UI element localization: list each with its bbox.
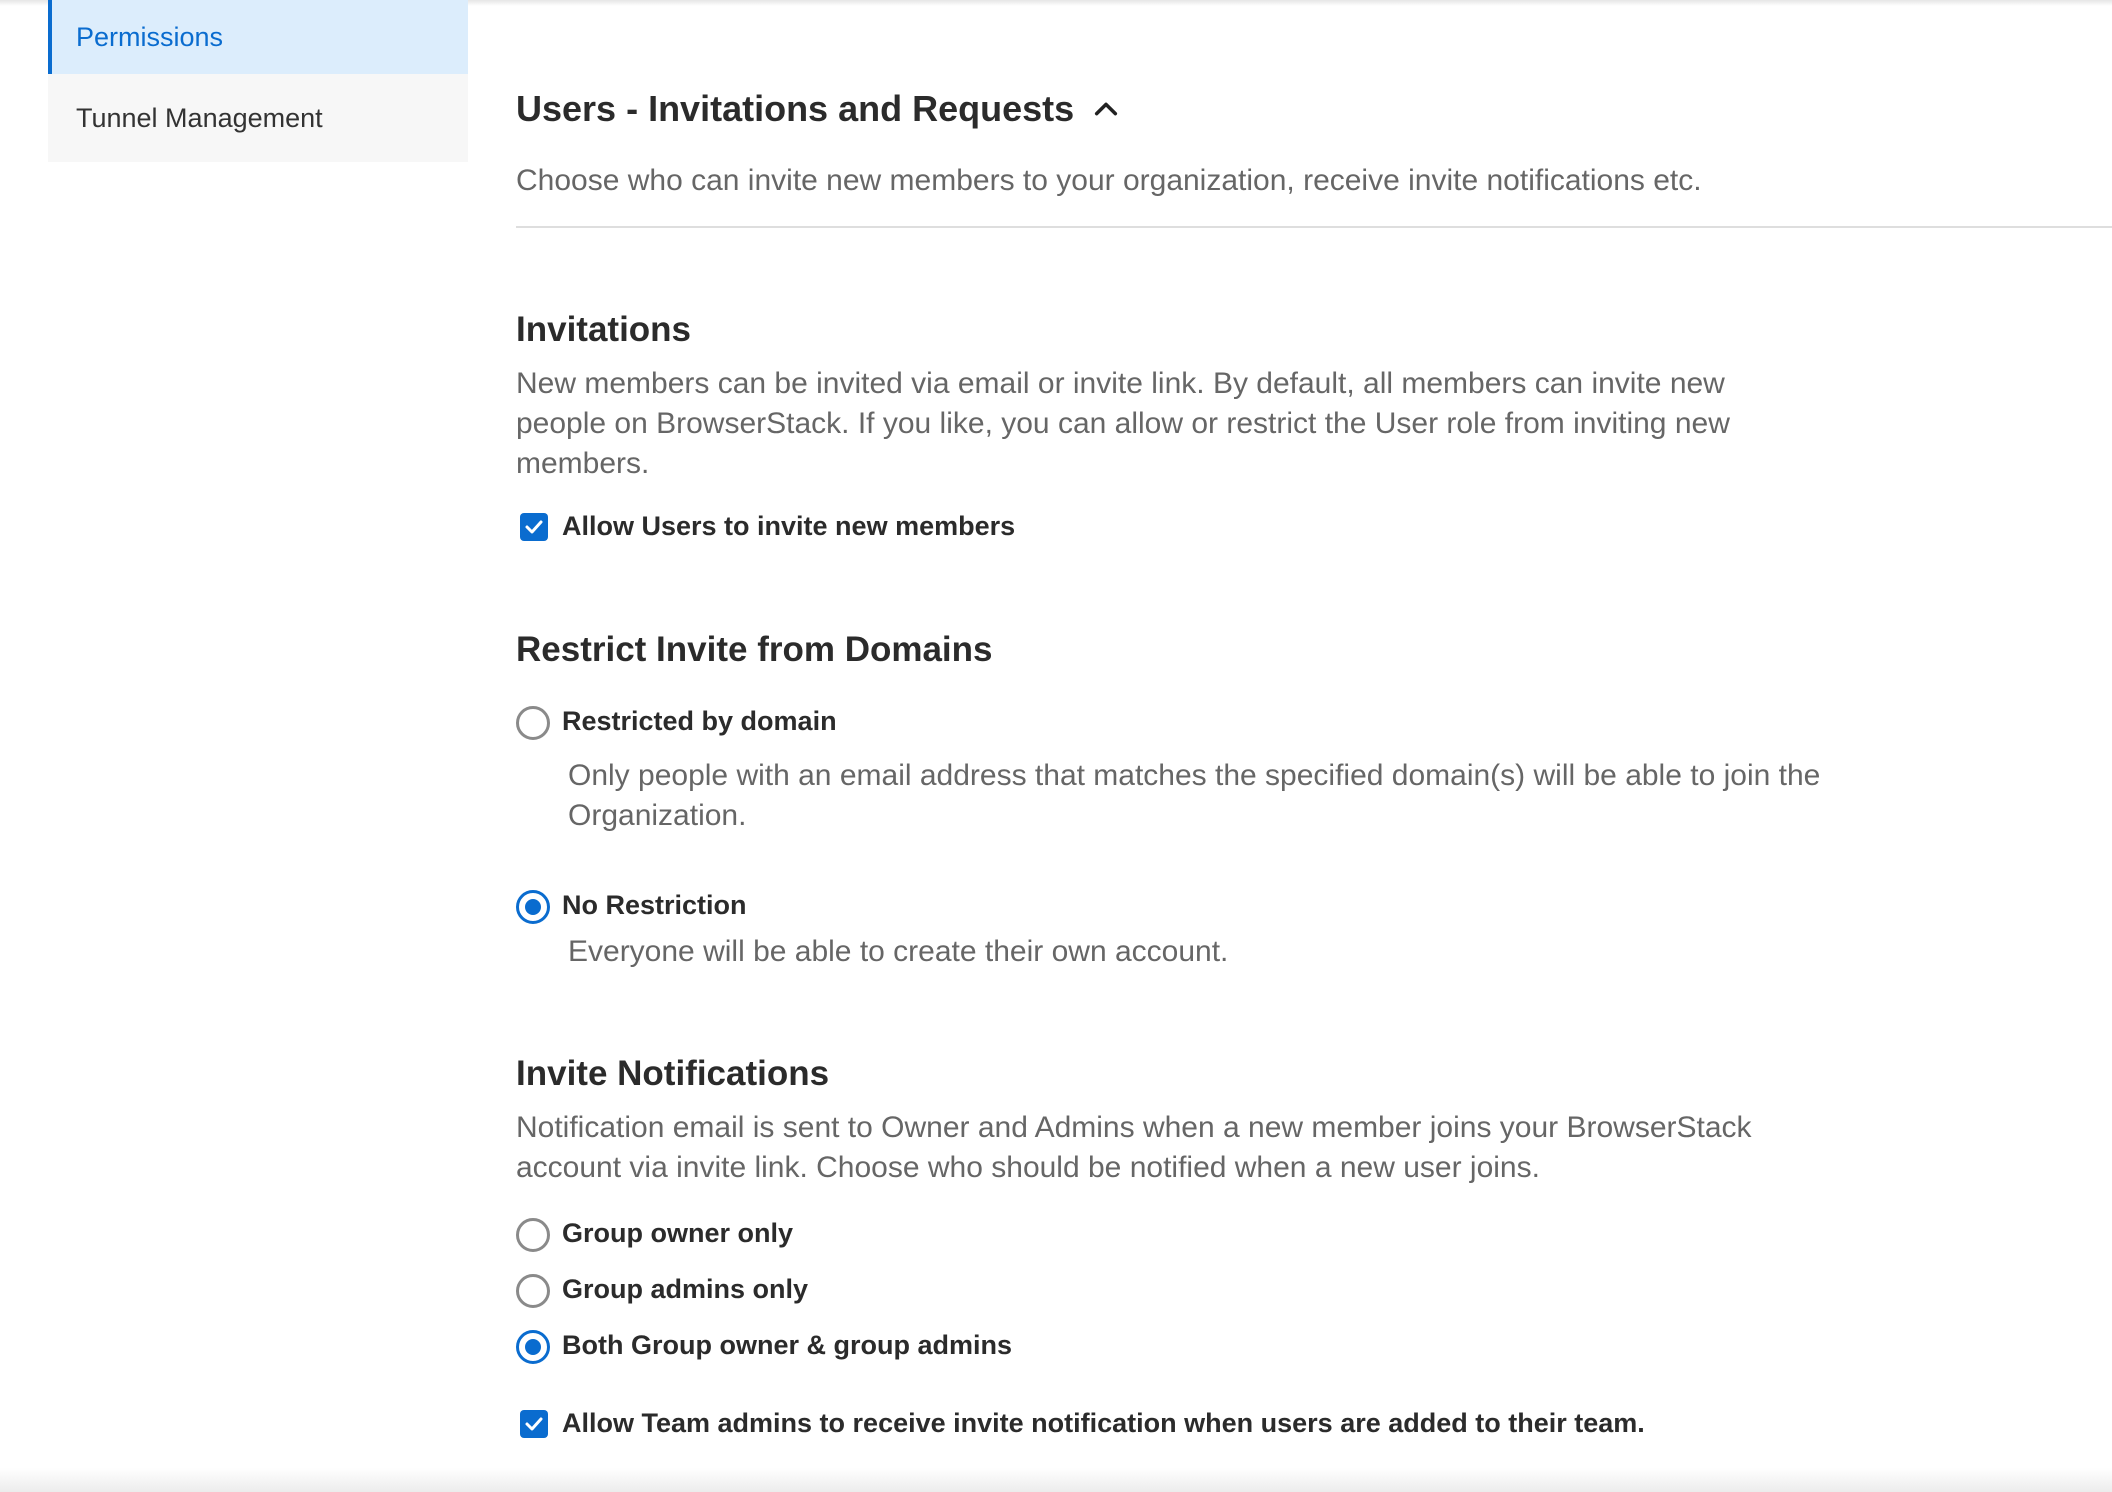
checkbox-checked-icon[interactable] xyxy=(520,1410,548,1438)
section-header-toggle[interactable] xyxy=(516,88,1120,130)
radio-label: Restricted by domain xyxy=(562,705,837,736)
divider xyxy=(516,226,2112,228)
allow-users-invite-checkbox[interactable] xyxy=(516,511,1015,542)
settings-sidebar xyxy=(48,0,468,162)
checkbox-label: Allow Team admins to receive invite notification when users are added to their team. xyxy=(562,1408,1645,1438)
radio-label: No Restriction xyxy=(562,889,747,920)
invite-notifications-heading: Invite Notifications xyxy=(516,1054,830,1093)
checkbox-checked-icon[interactable] xyxy=(520,513,548,541)
restrict-domains-heading: Restrict Invite from Domains xyxy=(516,630,993,669)
radio-group-admins-only[interactable] xyxy=(516,1270,808,1308)
radio-label: Group owner only xyxy=(562,1217,794,1248)
chevron-up-icon[interactable] xyxy=(1092,95,1120,123)
section-title: Users - Invitations and Requests xyxy=(516,88,1075,129)
allow-team-admins-notification-checkbox[interactable] xyxy=(516,1408,1645,1439)
sidebar-item-label: Permissions xyxy=(76,21,224,52)
radio-unselected-icon[interactable] xyxy=(516,1274,550,1308)
invitations-heading: Invitations xyxy=(516,310,692,349)
radio-label: Group admins only xyxy=(562,1273,809,1304)
radio-label: Both Group owner & group admins xyxy=(562,1329,1012,1360)
radio-restricted-by-domain[interactable] xyxy=(516,702,837,740)
radio-unselected-icon[interactable] xyxy=(516,706,550,740)
radio-selected-icon[interactable] xyxy=(516,1330,550,1364)
no-restriction-description: Everyone will be able to create their own account. xyxy=(568,935,1229,968)
sidebar-item-tunnel-management[interactable] xyxy=(48,74,468,162)
section-description: Choose who can invite new members to your organization, receive invite notifications etc. xyxy=(516,164,1702,197)
sidebar-item-label: Tunnel Management xyxy=(76,102,323,133)
checkbox-label: Allow Users to invite new members xyxy=(562,511,1016,541)
sidebar-item-permissions[interactable] xyxy=(48,0,468,74)
invite-notifications-description: Notification email is sent to Owner and Admins when a new member joins your BrowserStack account via invite link. Choose who should be notified when a new user joins. xyxy=(516,1111,1752,1184)
radio-unselected-icon[interactable] xyxy=(516,1218,550,1252)
invitations-description: New members can be invited via email or invite link. By default, all members can invite new people on BrowserStack. If you like, you can allow or restrict the User role from inviting new members. xyxy=(516,367,1730,480)
radio-no-restriction[interactable] xyxy=(516,886,747,924)
radio-both-owner-and-admins[interactable] xyxy=(516,1326,1012,1364)
bottom-shadow xyxy=(0,1468,2112,1492)
restricted-by-domain-description: Only people with an email address that matches the specified domain(s) will be able to join the Organization. xyxy=(568,759,1821,832)
radio-group-owner-only[interactable] xyxy=(516,1214,793,1252)
radio-selected-icon[interactable] xyxy=(516,890,550,924)
